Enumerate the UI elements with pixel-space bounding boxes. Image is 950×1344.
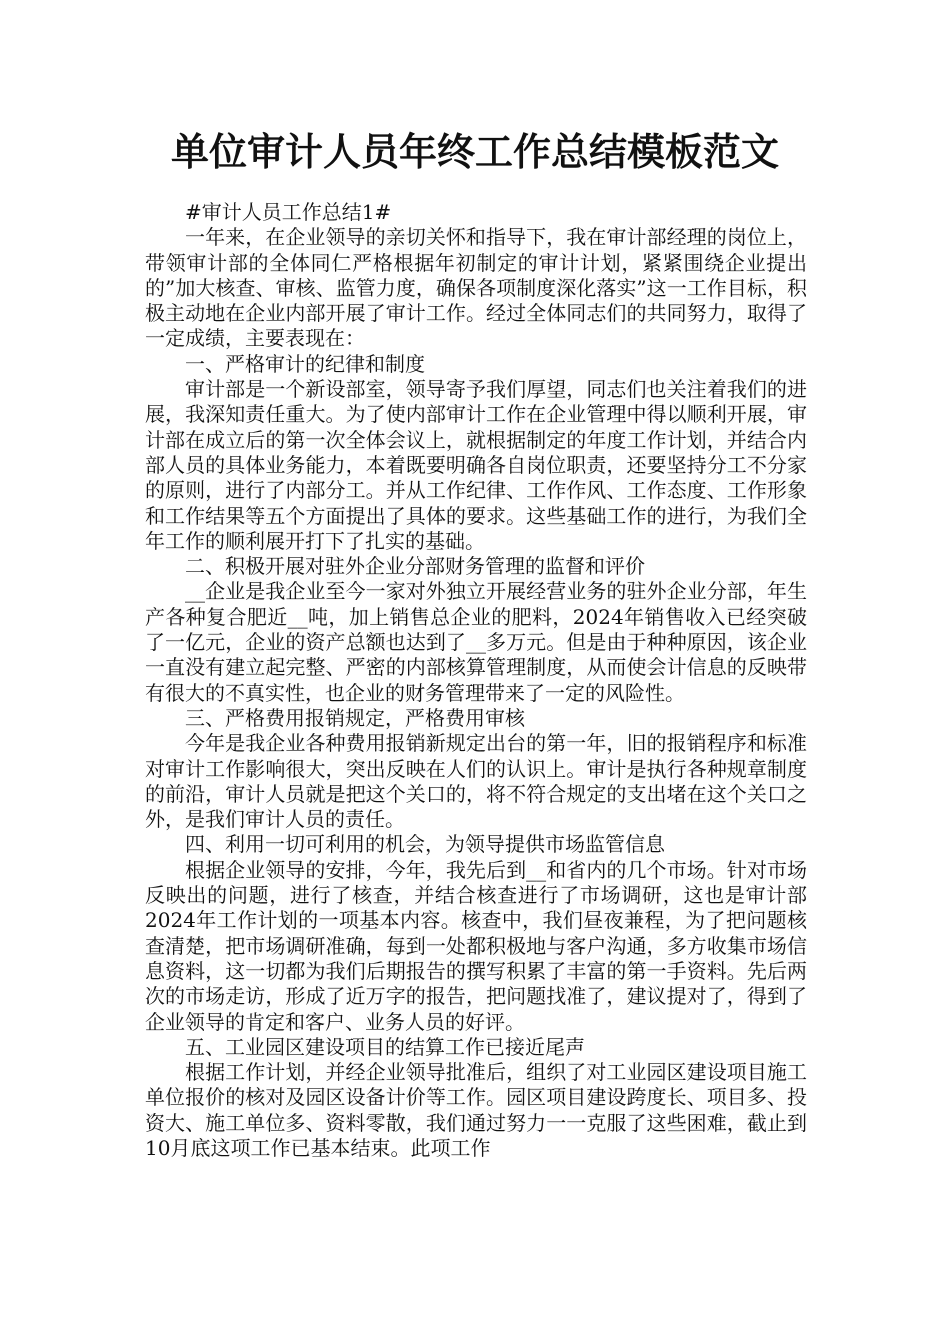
section-heading-1: 一、严格审计的纪律和制度	[185, 351, 425, 376]
document-body	[145, 200, 807, 1161]
section-heading-5: 五、工业园区建设项目的结算工作已接近尾声	[185, 1034, 585, 1059]
section-tag: #审计人员工作总结1#	[185, 200, 392, 224]
section-paragraph-5: 根据工作计划，并经企业领导批准后，组织了对工业园区建设项目施工单位报价的核对及园区设备计价等工作。园区项目建设跨度长、项目多、投资大、施工单位多、资料零散，我们通过努力一一克服了这些困难，截止到10月底这项工作已基本结束。此项工作	[145, 1060, 807, 1160]
section-paragraph-4: 根据企业领导的安排，今年，我先后到__和省内的几个市场。针对市场反映出的问题，进行了核查，并结合核查进行了市场调研，这也是审计部2024年工作计划的一项基本内容。核查中，我们昼夜兼程，为了把问题核查清楚，把市场调研准确，每到一处都积极地与客户沟通，多方收集市场信息资料，这一切都为我们后期报告的撰写积累了丰富的第一手资料。先后两次的市场走访，形成了近万字的报告，把问题找准了，建议提对了，得到了企业领导的肯定和客户、业务人员的好评。	[145, 857, 807, 1034]
section-paragraph-2: __企业是我企业至今一家对外独立开展经营业务的驻外企业分部，年生产各种复合肥近__吨，加上销售总企业的肥料，2024年销售收入已经突破了一亿元，企业的资产总额也达到了__多万元。但是由于种种原因，该企业一直没有建立起完整、严密的内部核算管理制度，从而使会计信息的反映带有很大的不真实性，也企业的财务管理带来了一定的风险性。	[145, 579, 807, 705]
section-heading-2: 二、积极开展对驻外企业分部财务管理的监督和评价	[185, 554, 645, 579]
section-heading-4: 四、利用一切可利用的机会，为领导提供市场监管信息	[185, 832, 665, 857]
section-paragraph-3: 今年是我企业各种费用报销新规定出台的第一年，旧的报销程序和标准对审计工作影响很大，突出反映在人们的认识上。审计是执行各种规章制度的前沿，审计人员就是把这个关口的，将不符合规定的支出堵在这个关口之外，是我们审计人员的责任。	[145, 731, 807, 832]
intro-paragraph: 一年来，在企业领导的亲切关怀和指导下，我在审计部经理的岗位上，带领审计部的全体同仁严格根据年初制定的审计计划，紧紧围绕企业提出的”加大核查、审核、监管力度，确保各项制度深化落实”这一工作目标，积极主动地在企业内部开展了审计工作。经过全体同志们的共同努力，取得了一定成绩，主要表现在：	[145, 225, 807, 351]
document-title: 单位审计人员年终工作总结模板范文	[170, 130, 779, 174]
section-paragraph-1: 审计部是一个新设部室，领导寄予我们厚望，同志们也关注着我们的进展，我深知责任重大。为了使内部审计工作在企业管理中得以顺利开展，审计部在成立后的第一次全体会议上，就根据制定的年度工作计划，并结合内部人员的具体业务能力，本着既要明确各自岗位职责，还要坚持分工不分家的原则，进行了内部分工。并从工作纪律、工作作风、工作态度、工作形象和工作结果等五个方面提出了具体的要求。这些基础工作的进行，为我们全年工作的顺利展开打下了扎实的基础。	[145, 377, 807, 553]
section-heading-3: 三、严格费用报销规定，严格费用审核	[185, 705, 525, 730]
